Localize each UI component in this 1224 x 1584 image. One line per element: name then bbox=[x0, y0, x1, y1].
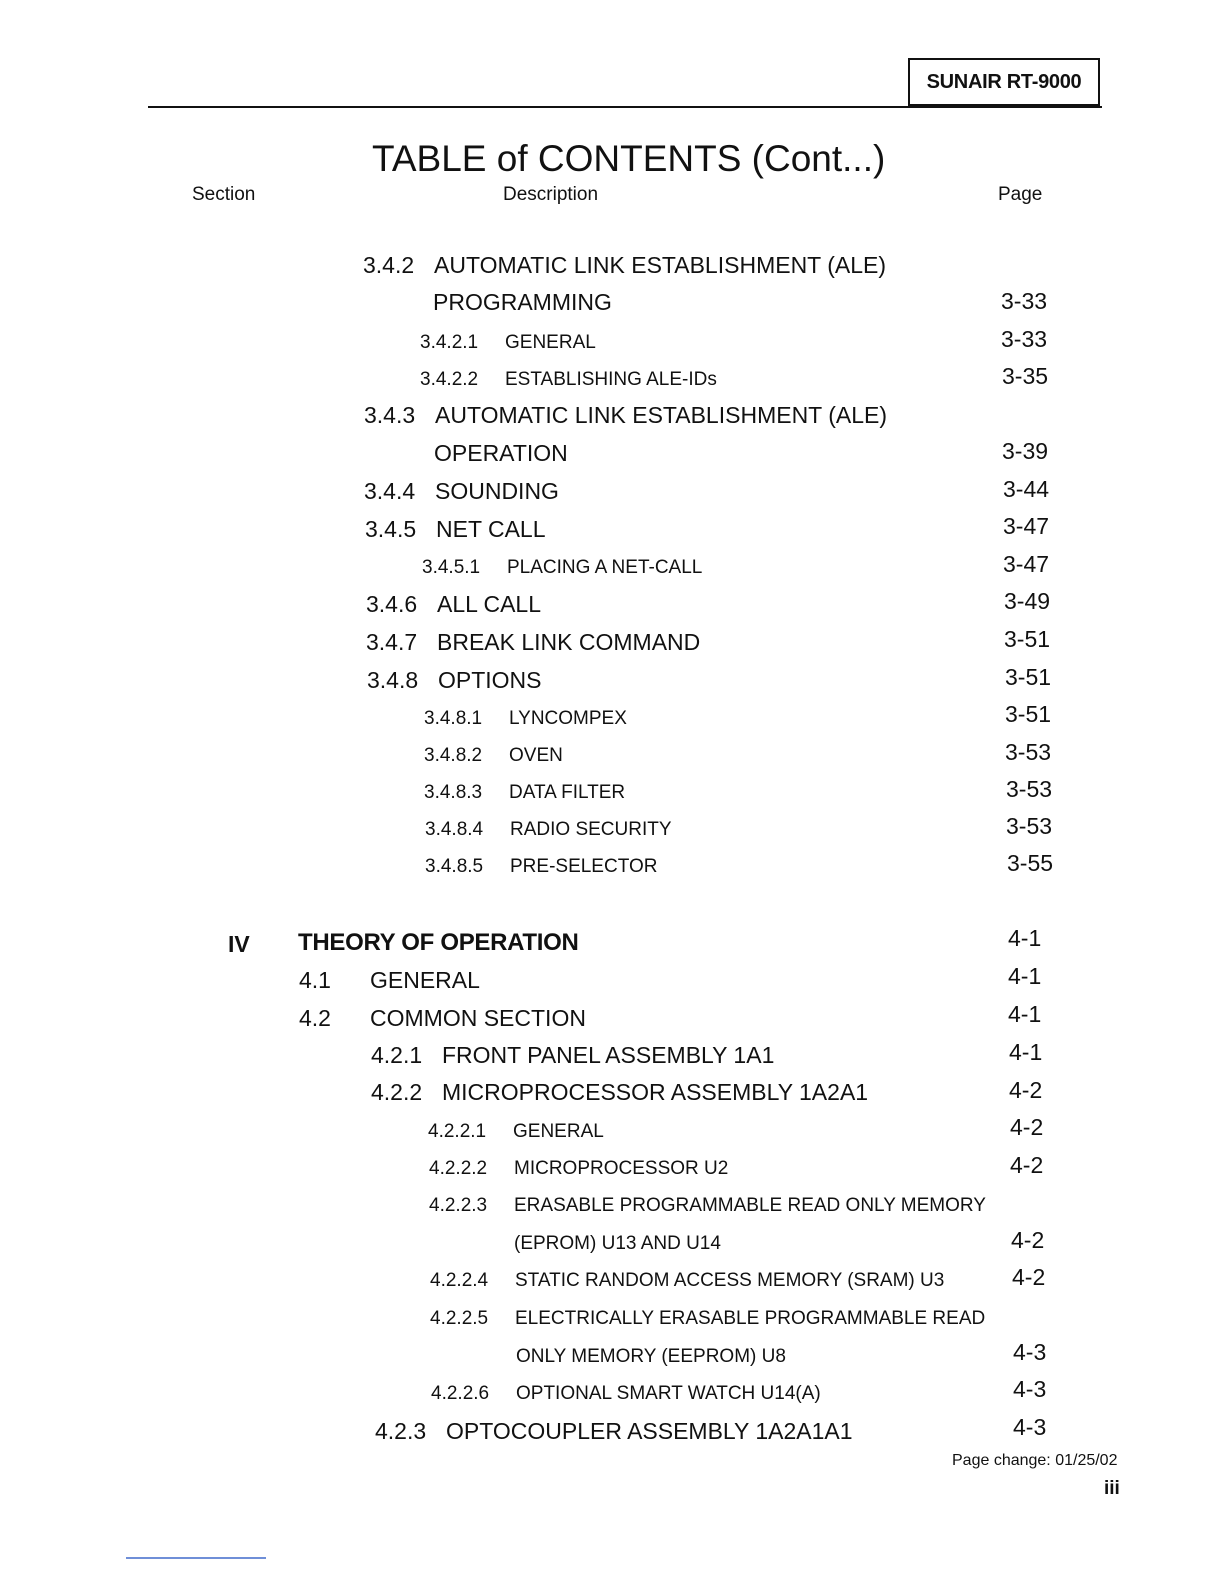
toc-entry-title: OPTIONS bbox=[438, 667, 542, 693]
column-header-page: Page bbox=[998, 184, 1043, 205]
toc-entry-page: 4-1 bbox=[1008, 925, 1042, 951]
toc-entry-title: PROGRAMMING bbox=[433, 289, 612, 315]
toc-entry-page: 3-53 bbox=[1005, 739, 1052, 765]
toc-entry-title: PRE-SELECTOR bbox=[510, 856, 658, 877]
toc-entry bbox=[375, 1418, 853, 1445]
toc-entry-title: ALL CALL bbox=[437, 591, 541, 617]
toc-entry-title: AUTOMATIC LINK ESTABLISHMENT (ALE) bbox=[435, 402, 887, 428]
toc-entry-page: 4-1 bbox=[1009, 1039, 1043, 1065]
toc-entry-number: 4.2.2.5 bbox=[430, 1308, 489, 1329]
toc-entry-page: 4-1 bbox=[1008, 1001, 1042, 1027]
toc-entry-number: 4.2.1 bbox=[371, 1042, 423, 1068]
toc-entry-number: 3.4.2.2 bbox=[420, 369, 479, 390]
toc-entry bbox=[430, 1270, 944, 1292]
toc-entry-page: 4-2 bbox=[1010, 1114, 1044, 1140]
toc-entry-title: OVEN bbox=[509, 745, 563, 766]
toc-entry-continuation bbox=[514, 1233, 721, 1255]
toc-entry bbox=[367, 667, 542, 694]
toc-entry-number: 4.2 bbox=[299, 1005, 331, 1031]
toc-entry-page: 4-1 bbox=[1008, 963, 1042, 989]
toc-entry bbox=[363, 252, 886, 279]
toc-entry-continuation bbox=[516, 1346, 786, 1368]
toc-entry-title: SOUNDING bbox=[435, 478, 559, 504]
page-number: iii bbox=[1104, 1478, 1120, 1499]
toc-entry-title: DATA FILTER bbox=[509, 782, 626, 803]
toc-entry-number: 3.4.2.1 bbox=[420, 332, 479, 353]
toc-entry bbox=[430, 1308, 985, 1330]
toc-entry-title: LYNCOMPEX bbox=[509, 708, 627, 729]
toc-entry-number: 4.2.2.1 bbox=[428, 1121, 487, 1142]
toc-entry-page: 3-53 bbox=[1006, 813, 1053, 839]
toc-entry-number: 3.4.8 bbox=[367, 667, 419, 693]
toc-entry bbox=[425, 819, 672, 841]
toc-entry-number: 3.4.7 bbox=[366, 629, 418, 655]
toc-entry bbox=[365, 516, 546, 543]
toc-entry-page: 4-3 bbox=[1013, 1339, 1047, 1365]
toc-entry-page: 4-2 bbox=[1012, 1264, 1046, 1290]
toc-entry bbox=[429, 1195, 986, 1217]
toc-entry-title: BREAK LINK COMMAND bbox=[437, 629, 701, 655]
toc-entry-title: ESTABLISHING ALE-IDs bbox=[505, 369, 717, 390]
toc-entry-number: 3.4.6 bbox=[366, 591, 418, 617]
toc-entry-number: 3.4.5.1 bbox=[422, 557, 481, 578]
toc-entry-page: 3-53 bbox=[1006, 776, 1053, 802]
toc-entry-number: 3.4.3 bbox=[364, 402, 416, 428]
toc-entry-page: 3-39 bbox=[1002, 438, 1049, 464]
document-label: SUNAIR RT-9000 bbox=[908, 58, 1100, 106]
toc-entry bbox=[420, 332, 596, 354]
toc-entry-page: 4-2 bbox=[1011, 1227, 1045, 1253]
toc-entry-number: 3.4.8.4 bbox=[425, 819, 484, 840]
toc-entry bbox=[420, 369, 717, 391]
toc-entry bbox=[424, 708, 627, 730]
toc-entry-page: 3-33 bbox=[1001, 288, 1048, 314]
toc-entry-title: MICROPROCESSOR U2 bbox=[514, 1158, 729, 1179]
toc-entry-number: 3.4.8.2 bbox=[424, 745, 483, 766]
toc-entry-page: 3-51 bbox=[1004, 626, 1051, 652]
toc-entry-number: 3.4.4 bbox=[364, 478, 416, 504]
toc-entry-page: 3-55 bbox=[1007, 850, 1054, 876]
toc-entry-page: 4-3 bbox=[1013, 1376, 1047, 1402]
section-title bbox=[298, 929, 579, 957]
toc-entry bbox=[364, 402, 887, 429]
toc-entry-page: 3-35 bbox=[1002, 363, 1049, 389]
header-rule bbox=[148, 106, 1102, 108]
page-change-note: Page change: 01/25/02 bbox=[952, 1452, 1118, 1469]
toc-entry bbox=[299, 1005, 586, 1032]
toc-entry-title: GENERAL bbox=[513, 1121, 604, 1142]
toc-entry bbox=[366, 591, 541, 618]
toc-entry-title: OPTOCOUPLER ASSEMBLY 1A2A1A1 bbox=[446, 1418, 853, 1444]
toc-entry-title: STATIC RANDOM ACCESS MEMORY (SRAM) U3 bbox=[515, 1270, 945, 1291]
toc-entry-number: 4.2.3 bbox=[375, 1418, 427, 1444]
toc-entry bbox=[364, 478, 559, 505]
toc-entry-number: 4.2.2.2 bbox=[429, 1158, 488, 1179]
toc-entry-number: 3.4.8.1 bbox=[424, 708, 483, 729]
toc-entry-continuation bbox=[433, 289, 612, 316]
toc-entry-number: 3.4.5 bbox=[365, 516, 417, 542]
section-number: IV bbox=[228, 931, 250, 957]
toc-entry-title: (EPROM) U13 AND U14 bbox=[514, 1233, 721, 1254]
toc-entry-page: 4-2 bbox=[1009, 1077, 1043, 1103]
toc-entry bbox=[425, 856, 657, 878]
toc-entry-number: 4.2.2.4 bbox=[430, 1270, 489, 1291]
toc-entry-page: 4-3 bbox=[1013, 1414, 1047, 1440]
toc-entry-title: ONLY MEMORY (EEPROM) U8 bbox=[516, 1346, 786, 1367]
toc-entry bbox=[428, 1121, 604, 1143]
toc-entry-page: 3-44 bbox=[1003, 476, 1050, 502]
toc-entry-number: 4.2.2 bbox=[371, 1079, 423, 1105]
toc-entry-page: 3-47 bbox=[1003, 513, 1050, 539]
toc-entry bbox=[366, 629, 700, 656]
toc-entry-page: 3-47 bbox=[1003, 551, 1050, 577]
toc-entry-page: 3-51 bbox=[1005, 664, 1052, 690]
toc-entry bbox=[424, 782, 625, 804]
section-title-text: THEORY OF OPERATION bbox=[298, 929, 579, 956]
toc-entry-title: ERASABLE PROGRAMMABLE READ ONLY MEMORY bbox=[514, 1195, 986, 1216]
toc-entry-page: 4-2 bbox=[1010, 1152, 1044, 1178]
toc-entry-title: OPTIONAL SMART WATCH U14(A) bbox=[516, 1383, 821, 1404]
toc-entry-title: ELECTRICALLY ERASABLE PROGRAMMABLE READ bbox=[515, 1308, 986, 1329]
column-header-description: Description bbox=[503, 184, 599, 205]
toc-entry bbox=[424, 745, 563, 767]
toc-entry-title: GENERAL bbox=[370, 967, 480, 993]
page-title: TABLE of CONTENTS (Cont...) bbox=[372, 138, 886, 179]
toc-entry-title: OPERATION bbox=[434, 440, 568, 466]
toc-entry-page: 3-51 bbox=[1005, 701, 1052, 727]
toc-entry-number: 3.4.8.5 bbox=[425, 856, 484, 877]
toc-entry-title: GENERAL bbox=[505, 332, 596, 353]
toc-entry-title: AUTOMATIC LINK ESTABLISHMENT (ALE) bbox=[434, 252, 886, 278]
toc-entry-page: 3-33 bbox=[1001, 326, 1048, 352]
toc-entry-title: MICROPROCESSOR ASSEMBLY 1A2A1 bbox=[442, 1079, 869, 1105]
toc-entry-title: NET CALL bbox=[436, 516, 546, 542]
toc-entry-number: 4.1 bbox=[299, 967, 331, 993]
toc-entry-title: PLACING A NET-CALL bbox=[507, 557, 703, 578]
toc-entry-title: COMMON SECTION bbox=[370, 1005, 586, 1031]
toc-entry bbox=[299, 967, 480, 994]
toc-entry-number: 3.4.8.3 bbox=[424, 782, 483, 803]
toc-entry bbox=[371, 1042, 774, 1069]
toc-entry-page: 3-49 bbox=[1004, 588, 1051, 614]
column-header-section: Section bbox=[192, 184, 256, 205]
toc-entry-number: 3.4.2 bbox=[363, 252, 415, 278]
toc-entry bbox=[371, 1079, 868, 1106]
toc-entry-title: FRONT PANEL ASSEMBLY 1A1 bbox=[442, 1042, 775, 1068]
scan-edge-mark bbox=[126, 1557, 266, 1559]
toc-entry-number: 4.2.2.6 bbox=[431, 1383, 490, 1404]
toc-entry bbox=[431, 1383, 821, 1405]
toc-entry bbox=[429, 1158, 728, 1180]
toc-entry-continuation bbox=[434, 440, 568, 467]
toc-entry-title: RADIO SECURITY bbox=[510, 819, 672, 840]
toc-entry bbox=[422, 557, 702, 579]
toc-entry-number: 4.2.2.3 bbox=[429, 1195, 488, 1216]
